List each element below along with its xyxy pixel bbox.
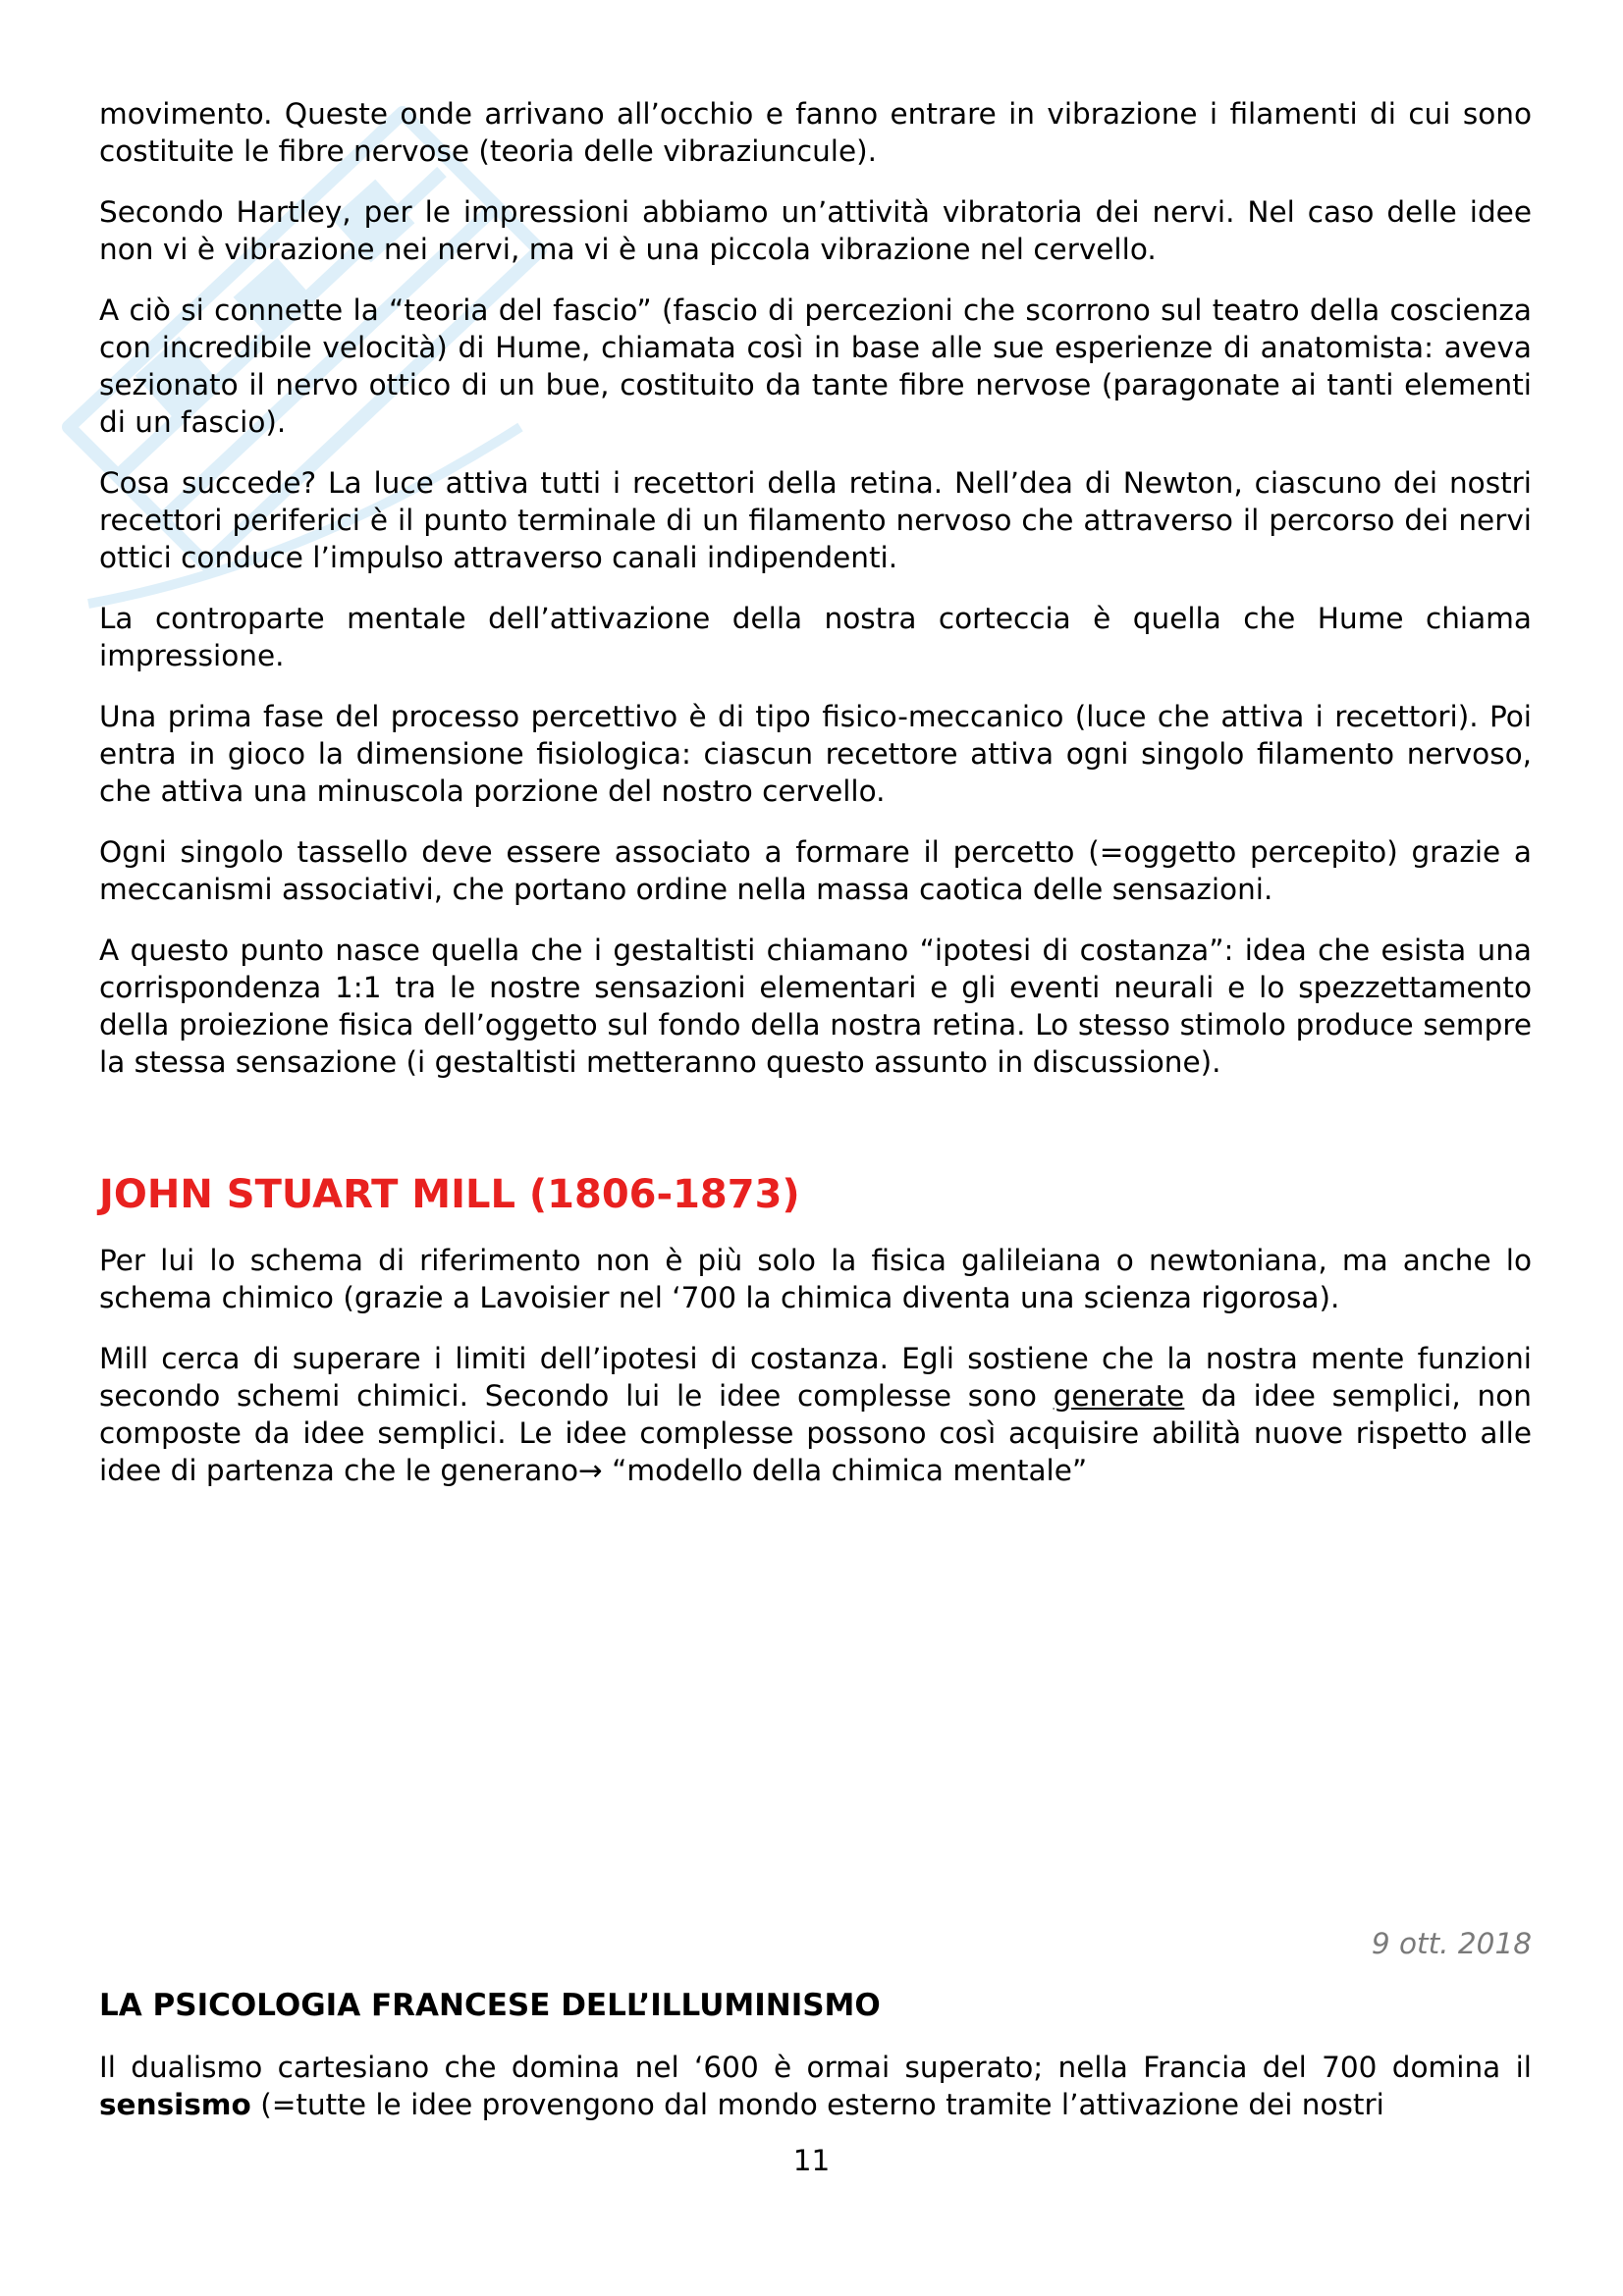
underlined-word: generate	[1053, 1379, 1185, 1413]
page-number: 11	[792, 2144, 831, 2177]
lecture-date: 9 ott. 2018	[1371, 1927, 1532, 1960]
mill-heading: JOHN STUART MILL (1806-1873)	[99, 1172, 800, 1217]
paragraph-processo-percettivo: Una prima fase del processo percettivo è di tipo fisico-meccanico (luce che attiva i recettori). Poi entra in gioco la dimensione fisiologica: ciascun recettore attiva ogni singolo filamento nervoso, che attiva una minuscola porzione del nostro cervello.	[99, 700, 1532, 808]
mill-text-middle: da idee semplici, non composte da idee semplici. Le idee complesse possono così acquisire abilità nuove rispetto alle idee di partenza che le generano	[99, 1379, 1532, 1487]
page-content	[99, 95, 1532, 2147]
paragraph-ipotesi-costanza: A questo punto nasce quella che i gestaltisti chiamano “ipotesi di costanza”: idea che esista una corrispondenza 1:1 tra le nostre sensazioni elementari e gli eventi neurali e lo spezzettamento della proiezione fisica dell’oggetto sul fondo della nostra retina. Lo stesso stimolo produce sempre la stessa sensazione (i gestaltisti metteranno questo assunto in discussione).	[99, 934, 1532, 1079]
sensismo-text-start: Il dualismo cartesiano che domina nel ‘600 è ormai superato; nella Francia del 700 domina il	[99, 2051, 1532, 2084]
sensismo-text-end: (=tutte le idee provengono dal mondo esterno tramite l’attivazione dei nostri	[250, 2088, 1384, 2121]
paragraph-mill-schema-chimico: Per lui lo schema di riferimento non è più solo la fisica galileiana o newtoniana, ma anche lo schema chimico (grazie a Lavoisier nel ‘700 la chimica diventa una scienza rigorosa).	[99, 1244, 1532, 1314]
bold-term: sensismo	[99, 2088, 251, 2121]
paragraph-vibraziuncule: movimento. Queste onde arrivano all’occhio e fanno entrare in vibrazione i filamenti di cui sono costituite le fibre nervose (teoria delle vibraziuncule).	[99, 97, 1532, 168]
paragraph-percetto: Ogni singolo tassello deve essere associato a formare il percetto (=oggetto percepito) grazie a meccanismi associativi, che portano ordine nella massa caotica delle sensazioni.	[99, 835, 1532, 906]
paragraph-newton-recettori: Cosa succede? La luce attiva tutti i recettori della retina. Nell’dea di Newton, ciascuno dei nostri recettori periferici è il punto terminale di un filamento nervoso che attraverso il percorso dei nervi ottici conduce l’impulso attraverso canali indipendenti.	[99, 466, 1532, 574]
paragraph-chimica-mentale	[99, 1340, 1532, 1489]
section-heading: LA PSICOLOGIA FRANCESE DELL’ILLUMINISMO	[99, 1988, 881, 2023]
mill-text-start: Mill cerca di superare i limiti dell’ipotesi di costanza. Egli sostiene che la nostra mente funzioni secondo schemi chimici. Secondo lui le idee complesse sono	[99, 1342, 1532, 1413]
paragraph-hartley: Secondo Hartley, per le impressioni abbiamo un’attività vibratoria dei nervi. Nel caso delle idee non vi è vibrazione nei nervi, ma vi è una piccola vibrazione nel cervello.	[99, 195, 1532, 266]
blank-space	[99, 1513, 1532, 1925]
mill-quote: “modello della chimica mentale”	[602, 1454, 1088, 1487]
paragraph-teoria-fascio: A ciò si connette la “teoria del fascio” (fascio di percezioni che scorrono sul teatro della coscienza con incredibile velocità) di Hume, chiamata così in base alle sue esperienze di anatomista: aveva sezionato il nervo ottico di un bue, costituito da tante fibre nervose (paragonate ai tanti elementi di un fascio).	[99, 294, 1532, 439]
paragraph-sensismo	[99, 2049, 1532, 2123]
paragraph-impressione: La controparte mentale dell’attivazione della nostra corteccia è quella che Hume chiama impressione.	[99, 602, 1532, 672]
arrow-right-icon: →	[578, 1454, 603, 1487]
